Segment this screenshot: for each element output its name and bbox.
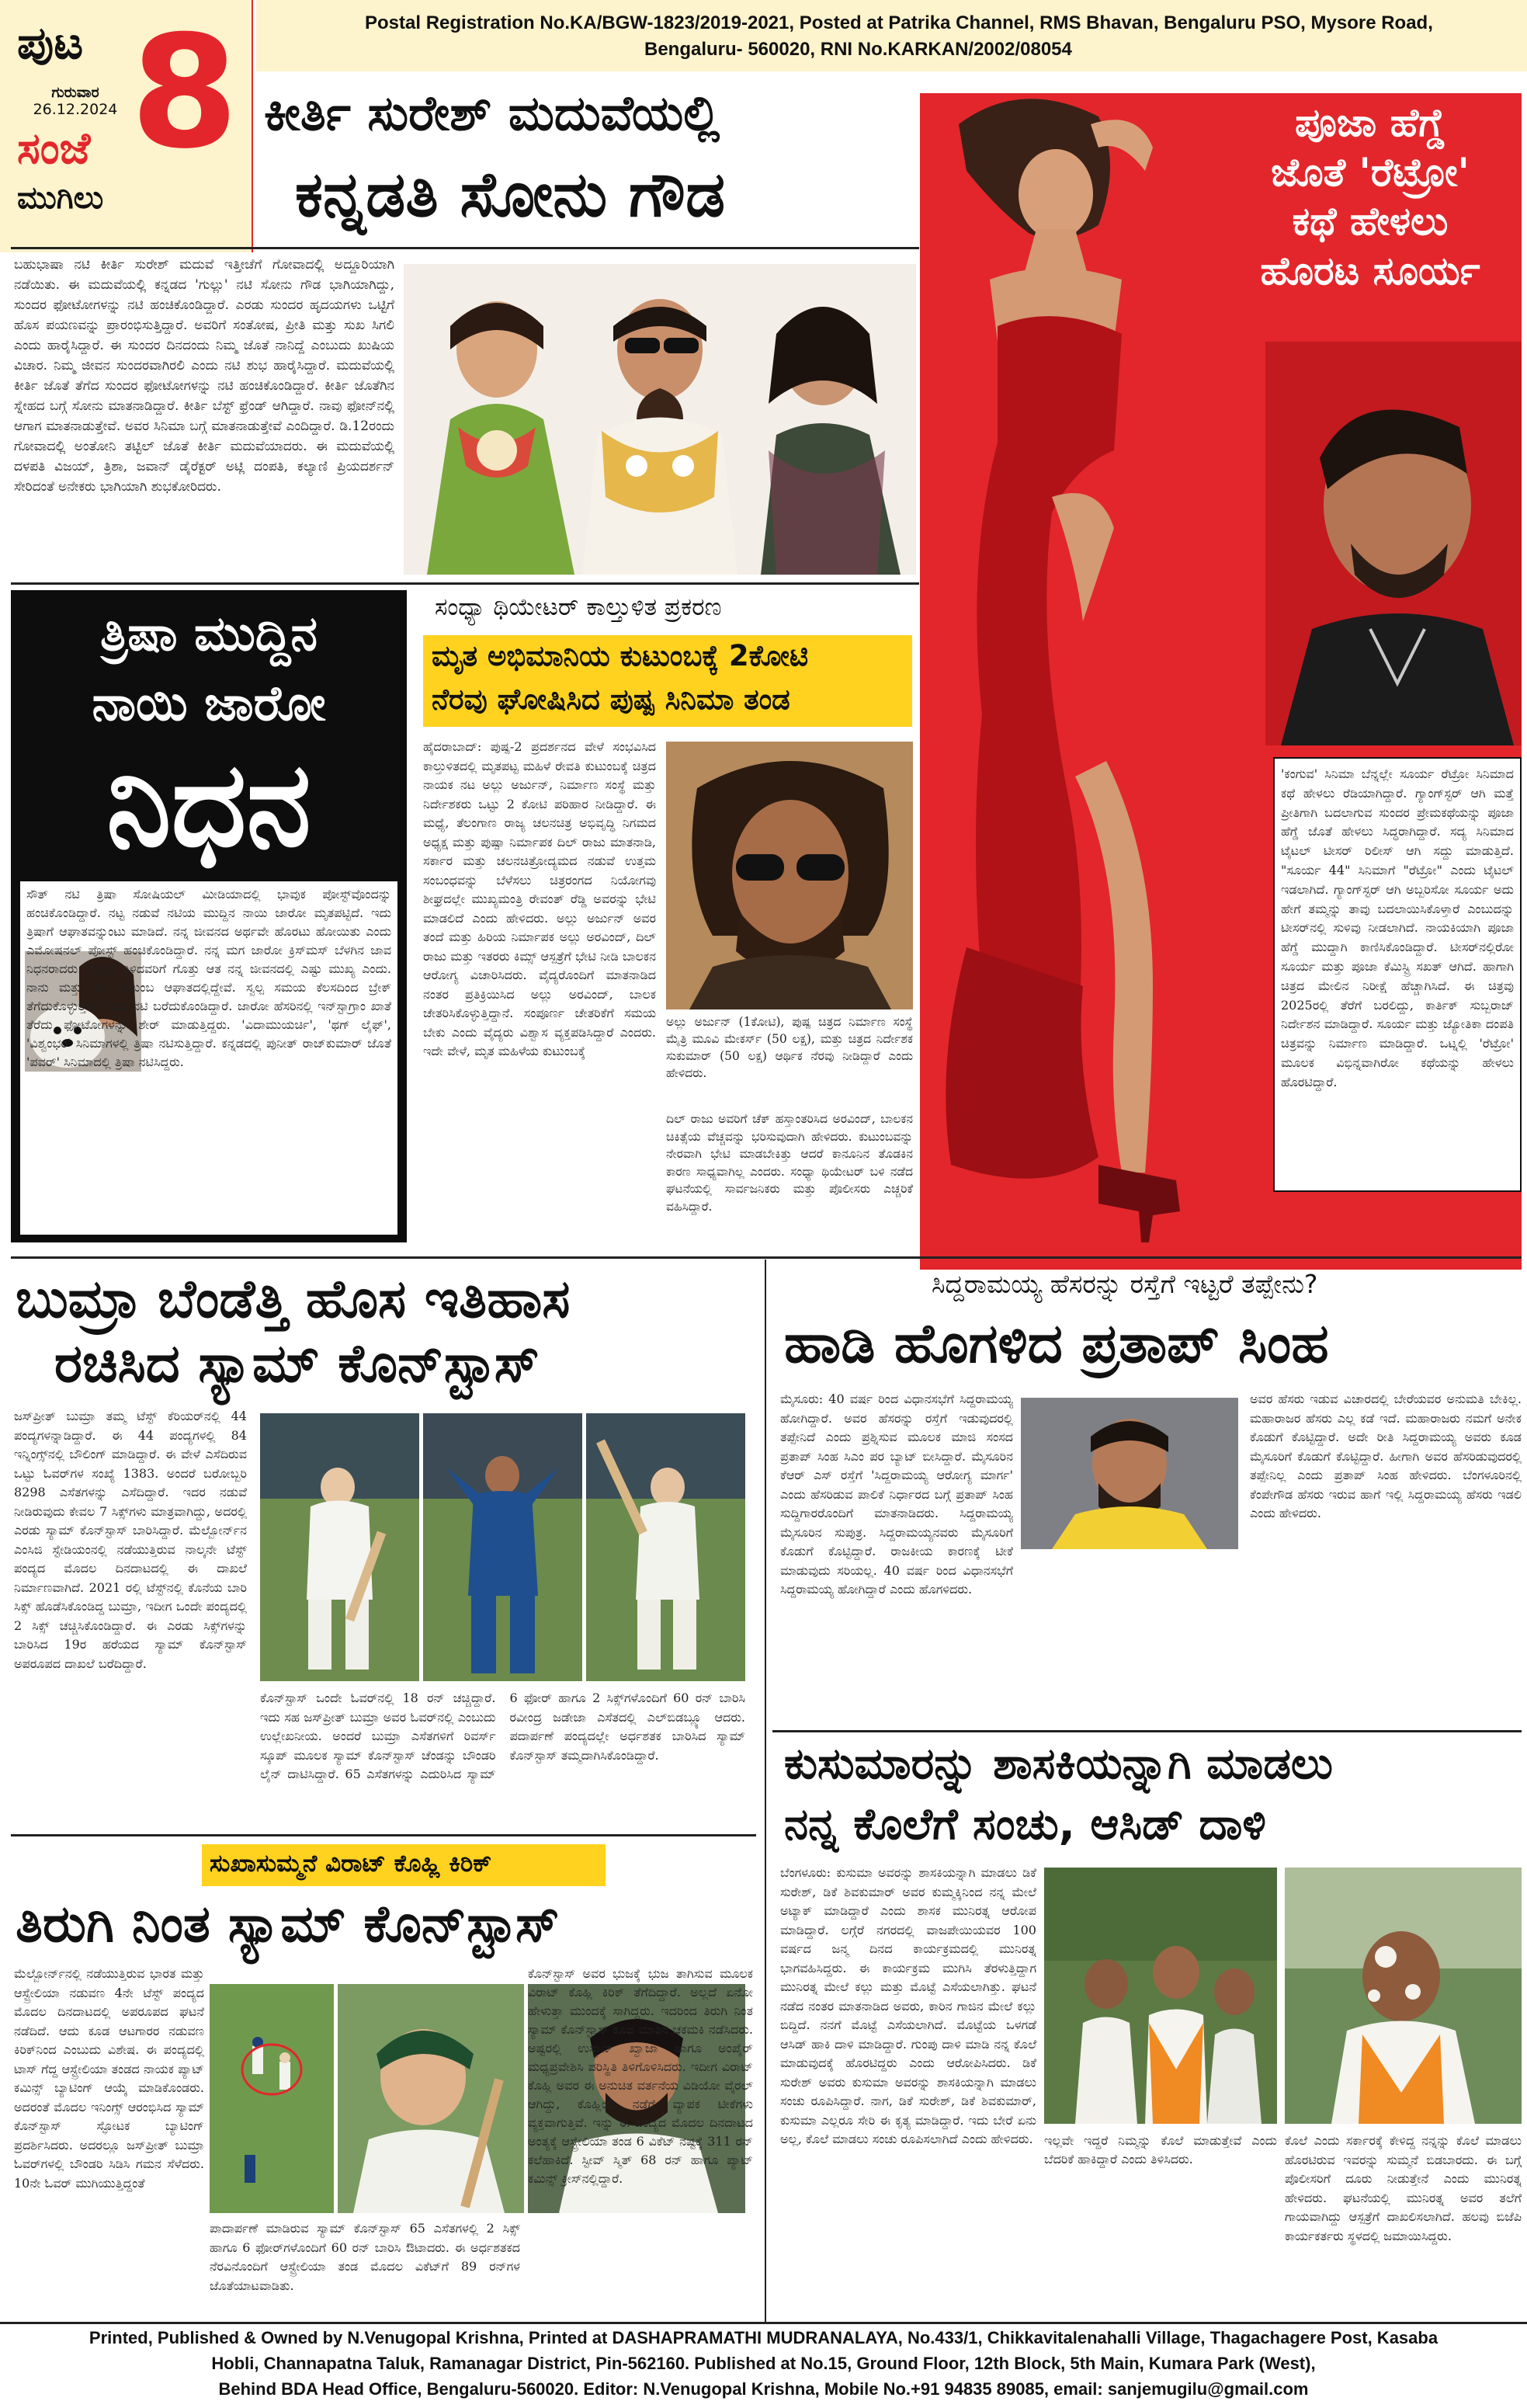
trisha-body: ಸೌತ್ ನಟಿ ತ್ರಿಷಾ ಸೋಷಿಯಲ್ ಮೀಡಿಯಾದಲ್ಲಿ ಭಾವುಕ ಪೋಸ್ಟ್‌ವೊಂದನ್ನು ಹಂಚಿಕೊಂಡಿದ್ದಾರೆ. ನಟ್ಟ ನಡುವೆ ನಟಿಯ ಮುದ್ದಿನ ನಾಯಿ ಜಾರೋ ಮೃತಪಟ್ಟಿದೆ. ಇದು ತ್ರಿಷಾಗೆ ಆಘಾತವನ್ನುಂಟು ಮಾಡಿದೆ. ನನ್ನ ಜೀವನದ ಅರ್ಥವೇ ಹೊರಟು ಹೋಯಿತು ಎಂದು ಎಮೋಷನಲ್ ಪೋಸ್ಟ್ ಹಂಚಿಕೊಂಡಿದ್ದಾರೆ. ನನ್ನ ಮಗ ಜಾರೋ ಕ್ರಿಸ್‌ಮಸ್ ಬೆಳಗಿನ ಜಾವ ನಿಧನರಾದರು. ನನ್ನನ್ನು ತಿಳಿದವರಿಗೆ ಗೊತ್ತು ಆತ ನನ್ನ ಜೀವನದಲ್ಲಿ ಎಷ್ಟು ಮುಖ್ಯ ಎಂದು. ನಾನು ಮತ್ತು ನನ್ನ ಕುಟುಂಬ ಆಘಾತದಲ್ಲಿದ್ದೇವೆ. ಸ್ವಲ್ಪ ಸಮಯ ಕೆಲಸದಿಂದ ಬ್ರೇಕ್ ತೆಗೆದುಕೊಳ್ಳುತ್ತೇನೆ ಎಂದು ನಟಿ ಬರೆದುಕೊಂಡಿದ್ದಾರೆ. ಜಾರೋ ಹೆಸರಿನಲ್ಲಿ ಇನ್‌ಸ್ಟಾಗ್ರಾಂ ಖಾತೆ ತೆರೆದು ಫೋಟೋಗಳನ್ನು ಶೇರ್ ಮಾಡುತ್ತಿದ್ದರು. 'ವಿದಾಮುಯರ್ಚಿ', 'ಥಗ್ ಲೈಫ್', 'ವಿಶ್ವಂಭರ' ಸಿನಿಮಾಗಳಲ್ಲಿ ತ್ರಿಷಾ ನಟಿಸುತ್ತಿದ್ದಾರೆ. ಕನ್ನಡದಲ್ಲಿ ಪುನೀತ್ ರಾಜ್‌ಕುಮಾರ್ ಜೊತೆ 'ಪವರ್' ಸಿನಿಮಾದಲ್ಲಿ ತ್ರಿಷಾ ನಟಿಸಿದ್ದರು. — [26, 887, 391, 1069]
kohli-body-left: ಮೆಲ್ಬೋರ್ನ್‌ನಲ್ಲಿ ನಡೆಯುತ್ತಿರುವ ಭಾರತ ಮತ್ತು ಆಸ್ಟ್ರೇಲಿಯಾ ನಡುವಣ 4ನೇ ಟೆಸ್ಟ್ ಪಂದ್ಯದ ಮೊದಲ ದಿನದಾಟದಲ್ಲಿ ಅಪರೂಪದ ಘಟನೆ ನಡೆದಿದೆ. ಆದು ಕೂಡ ಆಟಗಾರರ ನಡುವಣ ಕಿರಿಕ್‌ನಿಂದ ಎಂಬುದು ವಿಶೇಷ. ಈ ಪಂದ್ಯದಲ್ಲಿ ಟಾಸ್ ಗೆದ್ದ ಆಸ್ಟ್ರೇಲಿಯಾ ತಂಡದ ನಾಯಕ ಪ್ಯಾಟ್ ಕಮಿನ್ಸ್ ಬ್ಯಾಟಿಂಗ್ ಆಯ್ಕೆ ಮಾಡಿಕೊಂಡರು. ಅದರಂತೆ ಮೊದಲ ಇನಿಂಗ್ಸ್ ಆರಂಭಿಸಿದ ಸ್ಯಾಮ್ ಕೊನ್‌ಸ್ಟಾಸ್ ಸ್ಫೋಟಕ ಬ್ಯಾಟಿಂಗ್ ಪ್ರದರ್ಶಿಸಿದರು. ಅದರಲ್ಲೂ ಜಸ್‌ಪ್ರೀತ್ ಬುಮ್ರಾ ಓವರ್‌ಗಳಲ್ಲಿ ಬೌಂಡರಿ ಸಿಡಿಸಿ ಗಮನ ಸೆಳೆದರು. 10ನೇ ಓವರ್ ಮುಗಿಯುತ್ತಿದ್ದಂತೆ — [14, 1966, 204, 2191]
kusuma-body-right: ಕೊಲೆ ಎಂದು ಸರ್ಕಾರಕ್ಕೆ ಕೇಳಿದ್ದ ನನ್ನನ್ನು ಕೊಲೆ ಮಾಡಲು ಹೊರಟಿರುವ ಇವರನ್ನು ಸುಮ್ಮನೆ ಬಿಡಬಾರದು. ಈ ಬಗ್ಗೆ ಪೊಲೀಸರಿಗೆ ದೂರು ನೀಡುತ್ತೇನೆ ಎಂದು ಮುನಿರತ್ನ ಹೇಳಿದರು. ಘಟನೆಯಲ್ಲಿ ಮುನಿರತ್ನ ಅವರ ತಲೆಗೆ ಗಾಯವಾಗಿದ್ದು ಆಸ್ಪತ್ರೆಗೆ ದಾಖಲಿಸಲಾಗಿದೆ. ಹಲವು ಬಿಜೆಪಿ ಕಾರ್ಯಕರ್ತರು ಸ್ಥಳದಲ್ಲಿ ಜಮಾಯಿಸಿದ್ದರು. — [1285, 2133, 1522, 2243]
footer-rule — [0, 2322, 1527, 2324]
pushpa-headline-line1: ಮೃತ ಅಭಿಮಾನಿಯ ಕುಟುಂಬಕ್ಕೆ 2ಕೋಟಿ — [432, 639, 809, 672]
pratap-kicker: ಸಿದ್ದರಾಮಯ್ಯ ಹೆಸರನ್ನು ರಸ್ತೆಗೆ ಇಟ್ಟರೆ ತಪ್ಪೇನು? — [932, 1269, 1318, 1299]
bumrah-photo-2 — [423, 1413, 582, 1681]
bumrah-photo-1 — [260, 1413, 419, 1681]
pushpa-body-left: ಹೈದರಾಬಾದ್: ಪುಷ್ಪ-2 ಪ್ರದರ್ಶನದ ವೇಳೆ ಸಂಭವಿಸಿದ ಕಾಲ್ತುಳಿತದಲ್ಲಿ ಮೃತಪಟ್ಟ ಮಹಿಳೆ ರೇವತಿ ಕುಟುಂಬಕ್ಕೆ ಚಿತ್ರದ ನಾಯಕ ನಟ ಅಲ್ಲು ಅರ್ಜುನ್, ನಿರ್ಮಾಣ ಸಂಸ್ಥೆ ಮತ್ತು ನಿರ್ದೇಶಕರು ಒಟ್ಟು 2 ಕೋಟಿ ಪರಿಹಾರ ನೀಡಿದ್ದಾರೆ. ಈ ಮಧ್ಯೆ, ತೆಲಂಗಾಣ ರಾಜ್ಯ ಚಲನಚಿತ್ರ ಅಭಿವೃದ್ಧಿ ನಿಗಮದ ಅಧ್ಯಕ್ಷ ಮತ್ತು ಪುಷ್ಪಾ ನಿರ್ಮಾಪಕ ದಿಲ್ ರಾಜು ಮಾತನಾಡಿ, ಸರ್ಕಾರ ಮತ್ತು ಚಲನಚಿತ್ರೋದ್ಯಮದ ನಡುವೆ ಉತ್ತಮ ಸಂಬಂಧವನ್ನು ಬೆಳೆಸಲು ಚಿತ್ರರಂಗದ ನಿಯೋಗವು ಶೀಘ್ರದಲ್ಲೇ ಮುಖ್ಯಮಂತ್ರಿ ರೇವಂತ್ ರೆಡ್ಡಿ ಅವರನ್ನು ಭೇಟಿ ಮಾಡಲಿದೆ ಎಂದು ಹೇಳಿದರು. ಅಲ್ಲು ಅರ್ಜುನ್ ಅವರ ತಂದೆ ಮತ್ತು ಹಿರಿಯ ನಿರ್ಮಾಪಕ ಅಲ್ಲು ಅರವಿಂದ್, ದಿಲ್ ರಾಜು ಮತ್ತು ಇತರರು ಕಿಮ್ಸ್ ಆಸ್ಪತ್ರೆಗೆ ಭೇಟಿ ನೀಡಿ ಬಾಲಕನ ಆರೋಗ್ಯ ವಿಚಾರಿಸಿದರು. ವೈದ್ಯರೊಂದಿಗೆ ಮಾತನಾಡಿದ ನಂತರ ಪ್ರತಿಕ್ರಿಯಿಸಿದ ಅಲ್ಲು ಅರವಿಂದ್, ಬಾಲಕ ಚೇತರಿಸಿಕೊಳ್ಳುತ್ತಿದ್ದಾನೆ. ಸಂಪೂರ್ಣ ಚೇತರಿಕೆಗೆ ಸಮಯ ಬೇಕು ಎಂದು ವೈದ್ಯರು ವಿಶ್ವಾಸ ವ್ಯಕ್ತಪಡಿಸಿದ್ದಾರೆ ಎಂದರು. ಇದೇ ವೇಳೆ, ಮೃತ ಮಹಿಳೆಯ ಕುಟುಂಬಕ್ಕೆ — [423, 739, 656, 1058]
kohli-closeup-art — [338, 1984, 524, 2213]
trisha-headline-line1: ತ್ರಿಷಾ ಮುದ್ದಿನ — [100, 605, 318, 662]
kohli-photo-field — [210, 1984, 334, 2213]
puta-label: ಪುಟ — [17, 16, 84, 69]
trisha-headline-line3: ನಿಧನ — [106, 738, 311, 873]
keerthi-bottom-rule — [11, 582, 919, 585]
bumrah-photo-1-art — [260, 1413, 419, 1681]
pratap-headline: ಹಾಡಿ ಹೊಗಳಿದ ಪ್ರತಾಪ್ ಸಿಂಹ — [784, 1312, 1329, 1375]
bumrah-photo-3 — [586, 1413, 745, 1681]
surya-photo — [1265, 342, 1522, 745]
munirathna-photo-1-art — [1044, 1868, 1277, 2124]
bumrah-headline-line1: ಬುಮ್ರಾ ಬೆಂಡೆತ್ತಿ ಹೊಸ ಇತಿಹಾಸ — [16, 1269, 571, 1330]
pratap-body-left: ಮೈಸೂರು: 40 ವರ್ಷ ರಿಂದ ವಿಧಾನಸಭೆಗೆ ಸಿದ್ದರಾಮಯ್ಯ ಹೋಗಿದ್ದಾರೆ. ಅವರ ಹೆಸರನ್ನು ರಸ್ತೆಗೆ ಇಡುವುದರಲ್ಲಿ ತಪ್ಪೇನಿದೆ ಎಂದು ಪ್ರಶ್ನಿಸುವ ಮೂಲಕ ಮಾಜಿ ಸಂಸದ ಪ್ರತಾಪ್ ಸಿಂಹ ಸಿಎಂ ಪರ ಬ್ಯಾಟ್ ಬೀಸಿದ್ದಾರೆ. ಮೈಸೂರಿನ ಕೆಆರ್ ಎಸ್ ರಸ್ತೆಗೆ 'ಸಿದ್ದರಾಮಯ್ಯ ಆರೋಗ್ಯ ಮಾರ್ಗ' ಎಂದು ಹೆಸರಿಡುವ ಪಾಲಿಕೆ ನಿರ್ಧಾರದ ಬಗ್ಗೆ ಪ್ರತಾಪ್ ಸಿಂಹ ಸುದ್ದಿಗಾರರೊಂದಿಗೆ ಮಾತನಾಡಿದರು. ಸಿದ್ದರಾಮಯ್ಯ ಮೈಸೂರಿನ ಸುಪುತ್ರ. ಸಿದ್ದರಾಮಯ್ಯನವರು ಮೈಸೂರಿಗೆ ಕೊಡುಗೆ ಕೊಟ್ಟಿದ್ದಾರೆ. ರಾಜಕೀಯ ಕಾರಣಕ್ಕೆ ಟೀಕೆ ಮಾಡುವುದು ಸರಿಯಲ್ಲ. 40 ವರ್ಷ ರಿಂದ ವಿಧಾನಸಭೆಗೆ ಸಿದ್ದರಾಮಯ್ಯ ಹೋಗಿದ್ದಾರೆ ಎಂದು ಹೊಗಳಿದರು. — [780, 1392, 1013, 1597]
bumrah-photo-2-art — [423, 1413, 582, 1681]
footer-line-1: Printed, Published & Owned by N.Venugopal Krishna, Printed at DASHAPRAMATHI MUDRANALAYA, No.433/1, Chikkavitalenahalli Village, Thagachagere Post, Kasaba — [88, 2328, 1439, 2347]
footer-line-2: Hobli, Channapatna Taluk, Ramanagar District, Pin-562160. Published at No.15, Ground Floor, 12th Block, 5th Main, Kumara Park (West), — [211, 2354, 1316, 2373]
postal-line-2: Bengaluru- 560020, RNI No.KARKAN/2002/08054 — [644, 39, 1072, 60]
keerthi-body: ಬಹುಭಾಷಾ ನಟಿ ಕೀರ್ತಿ ಸುರೇಶ್ ಮದುವೆ ಇತ್ತೀಚೆಗೆ ಗೋವಾದಲ್ಲಿ ಅದ್ದೂರಿಯಾಗಿ ನಡೆಯಿತು. ಈ ಮದುವೆಯಲ್ಲಿ ಕನ್ನಡದ 'ಗುಲ್ಲು' ನಟಿ ಸೋನು ಗೌಡ ಭಾಗಿಯಾಗಿದ್ದು, ಸುಂದರ ಫೋಟೋಗಳನ್ನು ನಟಿ ಹಂಚಿಕೊಂಡಿದ್ದಾರೆ. ಎರಡು ಸುಂದರ ಹೃದಯಗಳು ಒಟ್ಟಿಗೆ ಹೊಸ ಪಯಣವನ್ನು ಪ್ರಾರಂಭಿಸುತ್ತಿದ್ದಾರೆ. ಅವರಿಗೆ ಸಂತೋಷ, ಪ್ರೀತಿ ಮತ್ತು ಸುಖ ಸಿಗಲಿ ಎಂದು ಹಾರೈಸಿದ್ದಾರೆ. ಈ ಸುಂದರ ದಿನದಂದು ನಿಮ್ಮ ಜೊತೆ ನಾನಿದ್ದೆ ಎಂಬುದು ಖುಷಿಯ ವಿಚಾರ. ನಿಮ್ಮ ಜೀವನ ಸುಂದರವಾಗಿರಲಿ ಎಂದು ನಟಿ ಶುಭ ಹಾರೈಸಿದ್ದಾರೆ. ಮದುವೆಯಲ್ಲಿ ಕೀರ್ತಿ ಜೊತೆ ತೆಗೆದ ಸುಂದರ ಫೋಟೋಗಳನ್ನು ನಟಿ ಹಂಚಿಕೊಂಡಿದ್ದಾರೆ. ಕೀರ್ತಿ ಜೊತೆಗಿನ ಸ್ನೇಹದ ಬಗ್ಗೆ ಸೋನು ಮಾತನಾಡಿದ್ದಾರೆ. ಕೀರ್ತಿ ಬೆಸ್ಟ್ ಫ್ರೆಂಡ್ ಆಗಿದ್ದಾರೆ. ನಾವು ಫೋನ್‌ನಲ್ಲಿ ಆಗಾಗ ಮಾತನಾಡುತ್ತೇವೆ. ಅವರ ಸಿನಿಮಾ ಬಗ್ಗೆ ಮಾತನಾಡುತ್ತೇವೆ ಎಂದಿದ್ದಾರೆ. ಡಿ.12ರಂದು ಗೋವಾದಲ್ಲಿ ಅಂತೋನಿ ತಟ್ಟಿಲ್ ಜೊತೆ ಕೀರ್ತಿ ಮದುವೆಯಾದರು. ಈ ಮದುವೆಯಲ್ಲಿ ದಳಪತಿ ವಿಜಯ್, ತ್ರಿಶಾ, ಜವಾನ್ ಡೈರೆಕ್ಟರ್ ಅಟ್ಲಿ ದಂಪತಿ, ಕಲ್ಯಾಣಿ ಪ್ರಿಯದರ್ಶನ್ ಸೇರಿದಂತೆ ಅನೇಕರು ಭಾಗಿಯಾಗಿ ಶುಭಕೋರಿದರು. — [14, 257, 394, 495]
keerthi-headline-line1: ಕೀರ್ತಿ ಸುರೇಶ್ ಮದುವೆಯಲ್ಲಿ — [264, 85, 720, 141]
surya-portrait — [1265, 342, 1522, 745]
keerthi-wedding-photo — [404, 264, 916, 575]
pushpa-body-right: ದಿಲ್ ರಾಜು ಅವರಿಗೆ ಚೆಕ್ ಹಸ್ತಾಂತರಿಸಿದ ಅರವಿಂದ್, ಬಾಲಕನ ಚಿಕಿತ್ಸೆಯ ವೆಚ್ಚವನ್ನು ಭರಿಸುವುದಾಗಿ ಹೇಳಿದರು. ಕುಟುಂಬವನ್ನು ನೇರವಾಗಿ ಭೇಟಿ ಮಾಡಬೇಕಿತ್ತು ಆದರೆ ಕಾನೂನಿನ ತೊಡಕಿನ ಕಾರಣ ಸಾಧ್ಯವಾಗಿಲ್ಲ ಎಂದರು. ಸಂಧ್ಯಾ ಥಿಯೇಟರ್ ಬಳಿ ನಡೆದ ಘಟನೆಯಲ್ಲಿ ಸಾರ್ವಜನಿಕರು ಮತ್ತು ಪೊಲೀಸರು ಎಚ್ಚರಿಕೆ ವಹಿಸಿದ್ದಾರೆ. — [666, 1112, 913, 1214]
paper-name-line2: ಮುಗಿಲು — [17, 180, 104, 216]
day-label: ಗುರುವಾರ — [51, 84, 99, 101]
lower-vertical-rule — [765, 1260, 766, 2322]
pooja-headline-line4: ಹೊರಟ ಸೂರ್ಯ — [1260, 248, 1480, 294]
kusuma-headline-line1: ಕುಸುಮಾರನ್ನು ಶಾಸಕಿಯನ್ನಾಗಿ ಮಾಡಲು — [784, 1739, 1333, 1789]
bumrah-headline-line2: ರಚಿಸಿದ ಸ್ಯಾಮ್ ಕೊನ್‌ಸ್ಟಾಸ್ — [54, 1333, 540, 1395]
kohli-top-rule — [11, 1834, 756, 1836]
kohli-kicker: ಸುಖಾಸುಮ್ಮನೆ ವಿರಾಟ್ ಕೊಹ್ಲಿ ಕಿರಿಕ್ — [210, 1850, 492, 1878]
bumrah-body-right: ಕೊನ್‌ಸ್ಟಾಸ್ ಒಂದೇ ಓವರ್‌ನಲ್ಲಿ 18 ರನ್ ಚಚ್ಚಿದ್ದಾರೆ. ಇದು ಸಹ ಜಸ್‌ಪ್ರೀತ್ ಬುಮ್ರಾ ಅವರ ಓವರ್‌ನಲ್ಲಿ ಎಂಬುದು ಉಲ್ಲೇಖನೀಯ. ಅಂದರೆ ಬುಮ್ರಾ ಎಸೆತಗಳಿಗೆ ರಿವರ್ಸ್ ಸ್ಕೂಪ್ ಮೂಲಕ ಸ್ಯಾಮ್ ಕೊನ್‌ಸ್ಟಾಸ್ ಚೆಂಡನ್ನು ಬೌಂಡರಿ ಲೈನ್ ದಾಟಿಸಿದ್ದಾರೆ. 65 ಎಸೆತಗಳನ್ನು ಎದುರಿಸಿದ ಸ್ಯಾಮ್ 6 ಫೋರ್ ಹಾಗೂ 2 ಸಿಕ್ಸ್‌ಗಳೊಂದಿಗೆ 60 ರನ್ ಬಾರಿಸಿ ರವೀಂದ್ರ ಜಡೇಜಾ ಎಸೆತದಲ್ಲಿ ಎಲ್‌ಬಿಡಬ್ಲ್ಯೂ ಆದರು. ಪದಾರ್ಪಣೆ ಪಂದ್ಯದಲ್ಲೇ ಅರ್ಧಶತಕ ಬಾರಿಸಿದ ಸ್ಯಾಮ್ ಕೊನ್‌ಸ್ಟಾಸ್ ತಮ್ಮದಾಗಿಸಿಕೊಂಡಿದ್ದಾರೆ. — [260, 1690, 745, 1781]
pooja-body: 'ಕಂಗುವ' ಸಿನಿಮಾ ಬೆನ್ನಲ್ಲೇ ಸೂರ್ಯ ರೆಟ್ರೋ ಸಿನಿಮಾದ ಕಥೆ ಹೇಳಲು ರೆಡಿಯಾಗಿದ್ದಾರೆ. ಗ್ಯಾಂಗ್‌ಸ್ಟರ್ ಆಗಿ ಮತ್ತೆ ಪ್ರೀತಿಗಾಗಿ ಬದಲಾಗುವ ಸುಂದರ ಪ್ರೇಮಕಥೆಯನ್ನು ಪೂಜಾ ಹೆಗ್ಡೆ ಜೊತೆ ಹೇಳಲು ಸಿದ್ಧರಾಗಿದ್ದಾರೆ. ಸದ್ಯ ಸಿನಿಮಾದ ಟೈಟಲ್ ಟೀಸರ್ ರಿಲೀಸ್ ಆಗಿ ಸದ್ದು ಮಾಡುತ್ತಿದೆ. "ಸೂರ್ಯ 44" ಸಿನಿಮಾಗೆ "ರೆಟ್ರೋ" ಎಂದು ಟೈಟಲ್ ಇಡಲಾಗಿದೆ. ಗ್ಯಾಂಗ್‌ಸ್ಟರ್ ಆಗಿ ಅಬ್ಬರಿಸೋ ಸೂರ್ಯ ಅದು ಹೇಗೆ ತಮ್ಮನ್ನು ತಾವು ಬದಲಾಯಿಸಿಕೊಳ್ತಾರೆ ಎಂಬುದನ್ನು ಟೀಸರ್‌ನಲ್ಲಿ ಸುಳಿವು ನೀಡಲಾಗಿದೆ. ನಾಯಕಿಯಾಗಿ ಪೂಜಾ ಹೆಗ್ಡೆ ಮುದ್ದಾಗಿ ಕಾಣಿಸಿಕೊಂಡಿದ್ದಾರೆ. ಟೀಸರ್‌ನಲ್ಲಿರೋ ಸೂರ್ಯ ಮತ್ತು ಪೂಜಾ ಕೆಮಿಸ್ಟ್ರಿ ಸಖತ್ ಆಗಿದೆ. ಹಾಗಾಗಿ ಚಿತ್ರದ ಮೇಲಿನ ನಿರೀಕ್ಷೆ ಹೆಚ್ಚಾಗಿಸಿದೆ. ಈ ಚಿತ್ರವು 2025ರಲ್ಲಿ ತೆರೆಗೆ ಬರಲಿದ್ದು, ಕಾರ್ತಿಕ್ ಸುಬ್ಬರಾಜ್ ನಿರ್ದೇಶನ ಮಾಡಿದ್ದಾರೆ. ಸೂರ್ಯ ಮತ್ತು ಜ್ಯೋತಿಕಾ ದಂಪತಿ ಚಿತ್ರವನ್ನು ನಿರ್ಮಾಣ ಮಾಡಿದ್ದಾರೆ. ಒಟ್ನಲ್ಲಿ 'ರೆಟ್ರೋ' ಮೂಲಕ ವಿಭಿನ್ನವಾಗಿರೋ ಕಥೆಯನ್ನು ಹೇಳಲು ಹೊರಟಿದ್ದಾರೆ. — [1281, 766, 1514, 1089]
kohli-photo-closeup — [338, 1984, 524, 2213]
kusuma-headline-line2: ನನ್ನ ಕೊಲೆಗೆ ಸಂಚು, ಆಸಿಡ್ ದಾಳಿ — [784, 1799, 1266, 1850]
allu-arjun-photo — [666, 742, 913, 1009]
bumrah-photo-3-art — [586, 1413, 745, 1681]
kohli-body-mid: ಪಾದಾರ್ಪಣೆ ಮಾಡಿರುವ ಸ್ಯಾಮ್ ಕೊನ್‌ಸ್ಟಾಸ್ 65 ಎಸೆತಗಳಲ್ಲಿ 2 ಸಿಕ್ಸ್ ಹಾಗೂ 6 ಫೋರ್‌ಗಳೊಂದಿಗೆ 60 ರನ್ ಬಾರಿಸಿ ಔಟಾದರು. ಈ ಅರ್ಧಶತಕದ ನೆರವಿನೊಂದಿಗೆ ಆಸ್ಟ್ರೇಲಿಯಾ ತಂಡ ಮೊದಲ ವಿಕೆಟ್‌ಗೆ 89 ರನ್‌ಗಳ ಜೊತೆಯಾಟವಾಡಿತು. — [210, 2221, 520, 2293]
pushpa-caption: ಅಲ್ಲು ಅರ್ಜುನ್ (1ಕೋಟಿ), ಪುಷ್ಪ ಚಿತ್ರದ ನಿರ್ಮಾಣ ಸಂಸ್ಥೆ ಮೈತ್ರಿ ಮೂವಿ ಮೇಕರ್ಸ್ (50 ಲಕ್ಷ), ಮತ್ತು ಚಿತ್ರದ ನಿರ್ದೇಶಕ ಸುಕುಮಾರ್ (50 ಲಕ್ಷ) ಆರ್ಥಿಕ ನೆರವು ನೀಡಿದ್ದಾರೆ ಎಂದು ಹೇಳಿದರು. — [666, 1015, 913, 1080]
kusuma-caption: ಇಲ್ಲವೇ ಇದ್ದರೆ ನಿಮ್ಮನ್ನು ಕೊಲೆ ಮಾಡುತ್ತೇವೆ ಎಂದು ಬೆದರಿಕೆ ಹಾಕಿದ್ದಾರೆ ಎಂದು ತಿಳಿಸಿದರು. — [1044, 2133, 1277, 2167]
footer-line-3: Behind BDA Head Office, Bengaluru-560020. Editor: N.Venugopal Krishna, Mobile No.+91 94835 89085, email: sanjemugilu@gmail.com — [218, 2379, 1309, 2399]
postal-strip — [256, 0, 1527, 71]
pooja-headline-line2: ಜೊತೆ 'ರೆಟ್ರೋ' — [1271, 149, 1470, 195]
munirathna-photo-2-art — [1285, 1868, 1522, 2124]
footer — [0, 2325, 1527, 2408]
keerthi-headline-line2: ಕನ್ನಡತಿ ಸೋನು ಗೌಡ — [295, 158, 726, 231]
pooja-headline-line3: ಕಥೆ ಹೇಳಲು — [1292, 199, 1449, 244]
allu-arjun-art — [666, 742, 913, 1009]
kusuma-body-left: ಬೆಂಗಳೂರು: ಕುಸುಮಾ ಅವರನ್ನು ಶಾಸಕಿಯನ್ನಾಗಿ ಮಾಡಲು ಡಿಕೆ ಸುರೇಶ್, ಡಿಕೆ ಶಿವಕುಮಾರ್ ಅವರ ಕುಮ್ಮಕ್ಕಿನಿಂದ ನನ್ನ ಮೇಲೆ ಅಟ್ಯಾಕ್ ಮಾಡಿದ್ದಾರೆ ಎಂದು ಶಾಸಕ ಮುನಿರತ್ನ ಆರೋಪ ಮಾಡಿದ್ದಾರೆ. ಲಗ್ಗೆರೆ ನಗರದಲ್ಲಿ ವಾಜಪೇಯಿಯವರ 100 ವರ್ಷದ ಜನ್ಮ ದಿನದ ಕಾರ್ಯಕ್ರಮದಲ್ಲಿ ಮುನಿರತ್ನ ಭಾಗವಹಿಸಿದ್ದರು. ಈ ಕಾರ್ಯಕ್ರಮ ಮುಗಿಸಿ ತೆರಳುತ್ತಿದ್ದಾಗ ಮುನಿರತ್ನ ಮೇಲೆ ಕಲ್ಲು ಮತ್ತು ಮೊಟ್ಟೆ ಎಸೆಯಲಾಗಿತ್ತು. ಘಟನೆ ನಡೆದ ನಂತರ ಮಾತನಾಡಿದ ಅವರು, ಕಾರಿನ ಗಾಜಿನ ಮೇಲೆ ಕಲ್ಲು ಬಿದ್ದಿದೆ. ನನಗೆ ಮೊಟ್ಟೆ ಎಸೆಯಲಾಗಿದೆ. ಮೊಟ್ಟೆಯ ಒಳಗಡೆ ಆಸಿಡ್ ಹಾಕಿ ದಾಳಿ ಮಾಡಿದ್ದಾರೆ. ಗುಂಪು ದಾಳಿ ಮಾಡಿ ನನ್ನ ಕೊಲೆ ಮಾಡುವುದಕ್ಕೆ ಹೊರಟಿದ್ದರು ಎಂದು ಆರೋಪಿಸಿದರು. ಡಿಕೆ ಸುರೇಶ್ ಅವರು ಕುಸುಮಾ ಅವರನ್ನು ಶಾಸಕಿಯನ್ನಾಗಿ ಮಾಡಲು ಸಂಚು ರೂಪಿಸಿದ್ದಾರೆ. ನಾಗ, ಡಿಕೆ ಸುರೇಶ್, ಡಿಕೆ ಶಿವಕುಮಾರ್, ಕುಸುಮಾ ಎಲ್ಲರೂ ಸೇರಿ ಈ ಕೃತ್ಯ ಮಾಡಿದ್ದಾರೆ. ಇದು ಬೇರೆ ಏನು ಅಲ್ಲ, ಕೊಲೆ ಮಾಡಲು ಸಂಚು ರೂಪಿಸಲಾಗಿದೆ ಎಂದು ಹೇಳಿದರು. — [780, 1865, 1036, 2146]
date-block — [17, 84, 134, 118]
kohli-field-art — [210, 1984, 334, 2213]
pooja-headline-line1: ಪೂಜಾ ಹೆಗ್ಡೆ — [1295, 100, 1445, 145]
munirathna-photo-1 — [1044, 1868, 1277, 2124]
postal-line-1: Postal Registration No.KA/BGW-1823/2019-2021, Posted at Patrika Channel, RMS Bhavan, Bengaluru PSO, Mysore Road, — [365, 12, 1433, 33]
pooja-body-box — [1273, 757, 1522, 1192]
pushpa-kicker: ಸಂಧ್ಯಾ ಥಿಯೇಟರ್ ಕಾಲ್ತುಳಿತ ಪ್ರಕರಣ — [435, 593, 722, 621]
bumrah-body-left: ಜಸ್‌ಪ್ರೀತ್ ಬುಮ್ರಾ ತಮ್ಮ ಟೆಸ್ಟ್ ಕೆರಿಯರ್‌ನಲ್ಲಿ 44 ಪಂದ್ಯಗಳನ್ನಾಡಿದ್ದಾರೆ. ಈ 44 ಪಂದ್ಯಗಳಲ್ಲಿ 84 ಇನ್ನಿಂಗ್ಸ್‌ನಲ್ಲಿ ಬೌಲಿಂಗ್ ಮಾಡಿದ್ದಾರೆ. ಈ ವೇಳೆ ಎಸೆದಿರುವ ಒಟ್ಟು ಓವರ್‌ಗಳ ಸಂಖ್ಯೆ 1383. ಅಂದರೆ ಬರೋಬ್ಬರಿ 8298 ಎಸೆತಗಳನ್ನು ಎಸೆದಿದ್ದಾರೆ. ಇದರ ನಡುವೆ ನೀಡಿರುವುದು ಕೇವಲ 7 ಸಿಕ್ಸ್‌ಗಳು ಮಾತ್ರವಾಗಿದ್ದು, ಅದರಲ್ಲಿ ಎರಡು ಸ್ಯಾಮ್ ಕೊನ್‌ಸ್ಟಾಸ್ ಬಾರಿಸಿದ್ದಾರೆ. ಮೆಲ್ಬೋರ್ನ್‌ನ ಎಂಸಿಜಿ ಸ್ಟೇಡಿಯಂನಲ್ಲಿ ನಡೆಯುತ್ತಿರುವ ನಾಲ್ಕನೇ ಟೆಸ್ಟ್ ಪಂದ್ಯದ ಮೊದಲ ದಿನದಾಟದಲ್ಲಿ ಈ ದಾಖಲೆ ನಿರ್ಮಾಣವಾಗಿದೆ. 2021 ರಲ್ಲಿ ಟೆಸ್ಟ್‌ನಲ್ಲಿ ಕೊನೆಯ ಬಾರಿ ಸಿಕ್ಸ್ ಹೊಡೆಸಿಕೊಂಡಿದ್ದ ಬುಮ್ರಾ, ಇದೀಗ ಒಂದೇ ಪಂದ್ಯದಲ್ಲಿ 2 ಸಿಕ್ಸ್ ಚಚ್ಚಿಸಿಕೊಂಡಿದ್ದಾರೆ. ಈ ಎರಡು ಸಿಕ್ಸ್‌ಗಳನ್ನು ಬಾರಿಸಿದ 19ರ ಹರೆಯದ ಸ್ಯಾಮ್ ಕೊನ್‌ಸ್ಟಾಸ್ ಅಪರೂಪದ ದಾಖಲೆ ಬರೆದಿದ್ದಾರೆ. — [14, 1409, 247, 1671]
munirathna-photo-2 — [1285, 1868, 1522, 2124]
page-number: 8 — [130, 2, 239, 183]
middle-horizontal-rule — [11, 1256, 1522, 1259]
kohli-body-right: ಕೊನ್‌ಸ್ಟಾಸ್ ಅವರ ಭುಜಕ್ಕೆ ಭುಜ ತಾಗಿಸುವ ಮೂಲಕ ವಿರಾಟ್ ಕೊಹ್ಲಿ ಕಿರಿಕ್ ತೆಗೆದಿದ್ದಾರೆ. ಅಲ್ಲದೆ ಏನೋ ಹೇಳುತ್ತಾ ಮುಂದಕ್ಕೆ ಸಾಗಿದ್ದರು. ಇದರಿಂದ ತಿರುಗಿ ನಿಂತ ಸ್ಯಾಮ್ ಕೊನ್‌ಸ್ಟಾಸ್ ಕೂಡ ಮಾತಿನ ಚಕಮಕಿ ನಡೆಸಿದರು. ಅಷ್ಟರಲ್ಲಿ ಉಸ್ಮಾನ್ ಖ್ವಾಜಾ ಹಾಗೂ ಅಂಪೈರ್ ಮಧ್ಯಪ್ರವೇಶಿಸಿ ಪರಿಸ್ಥಿತಿ ತಿಳಿಗೊಳಿಸಿದರು. ಇದೀಗ ವಿರಾಟ್ ಕೊಹ್ಲಿ ಅವರ ಈ ಅನುಚಿತ ವರ್ತನೆಯ ವಿಡಿಯೋ ವೈರಲ್ ಆಗಿದ್ದು, ಕೊಹ್ಲಿಯ ನಡೆಗೆ ವ್ಯಾಪಕ ಟೀಕೆಗಳು ವ್ಯಕ್ತವಾಗುತ್ತಿವೆ. ಇನ್ನು ಈ ಪಂದ್ಯದ ಮೊದಲ ದಿನದಾಟದ ಅಂತ್ಯಕ್ಕೆ ಆಸ್ಟ್ರೇಲಿಯಾ ತಂಡ 6 ವಿಕೆಟ್ ನಷ್ಟಕ್ಕೆ 311 ರನ್ ಕಲೆಹಾಕಿದೆ. ಸ್ಟೀವ್ ಸ್ಮಿತ್ 68 ರನ್ ಹಾಗೂ ಪ್ಯಾಟ್ ಕಮಿನ್ಸ್ ಕ್ರೀಸ್‌ನಲ್ಲಿದ್ದಾರೆ. — [528, 1966, 753, 2186]
kohli-headline: ತಿರುಗಿ ನಿಂತ ಸ್ಯಾಮ್ ಕೊನ್‌ಸ್ಟಾಸ್ — [16, 1894, 560, 1954]
pratap-bottom-rule — [772, 1730, 1522, 1732]
pratap-simha-art — [1021, 1398, 1238, 1549]
pratap-simha-photo — [1021, 1398, 1238, 1549]
pooja-headline-block — [1219, 101, 1522, 294]
trisha-headline-line2: ನಾಯಿ ಜಾರೋ — [92, 675, 326, 731]
pushpa-headline-line2: ನೆರವು ಘೋಷಿಸಿದ ಪುಷ್ಪ ಸಿನಿಮಾ ತಂಡ — [432, 683, 790, 716]
date-label: 26.12.2024 — [33, 101, 118, 118]
paper-name-line1: ಸಂಜೆ — [17, 123, 91, 174]
keerthi-top-rule — [11, 247, 919, 249]
wedding-photo-art — [404, 264, 916, 575]
pratap-body-right: ಅವರ ಹೆಸರು ಇಡುವ ವಿಚಾರದಲ್ಲಿ ಬೇರೆಯವರ ಅನುಮತಿ ಬೇಕಿಲ್ಲ. ಮಹಾರಾಜರ ಹೆಸರು ಎಲ್ಲ ಕಡೆ ಇದೆ. ಮಹಾರಾಜರು ನಮಗೆ ಅನೇಕ ಕೊಡುಗೆ ಕೊಟ್ಟಿದ್ದಾರೆ. ಅದೇ ರೀತಿ ಸಿದ್ದರಾಮಯ್ಯ ಅವರು ಕೂಡ ಮೈಸೂರಿಗೆ ಕೊಡುಗೆ ಕೊಟ್ಟಿದ್ದಾರೆ. ಹೀಗಾಗಿ ಅವರ ಹೆಸರಿಡುವುದರಲ್ಲಿ ತಪ್ಪೇನಿಲ್ಲ ಎಂದು ಪ್ರತಾಪ್ ಸಿಂಹ ಹೇಳಿದರು. ಬೆಂಗಳೂರಿನಲ್ಲಿ ಕೆಂಪೇಗೌಡ ಹೆಸರು ಇರುವ ಹಾಗೆ ಇಲ್ಲಿ ಸಿದ್ದರಾಮಯ್ಯ ಹೆಸರು ಇಡಲಿ ಎಂದು ಹೇಳಿದರು. — [1250, 1392, 1522, 1520]
